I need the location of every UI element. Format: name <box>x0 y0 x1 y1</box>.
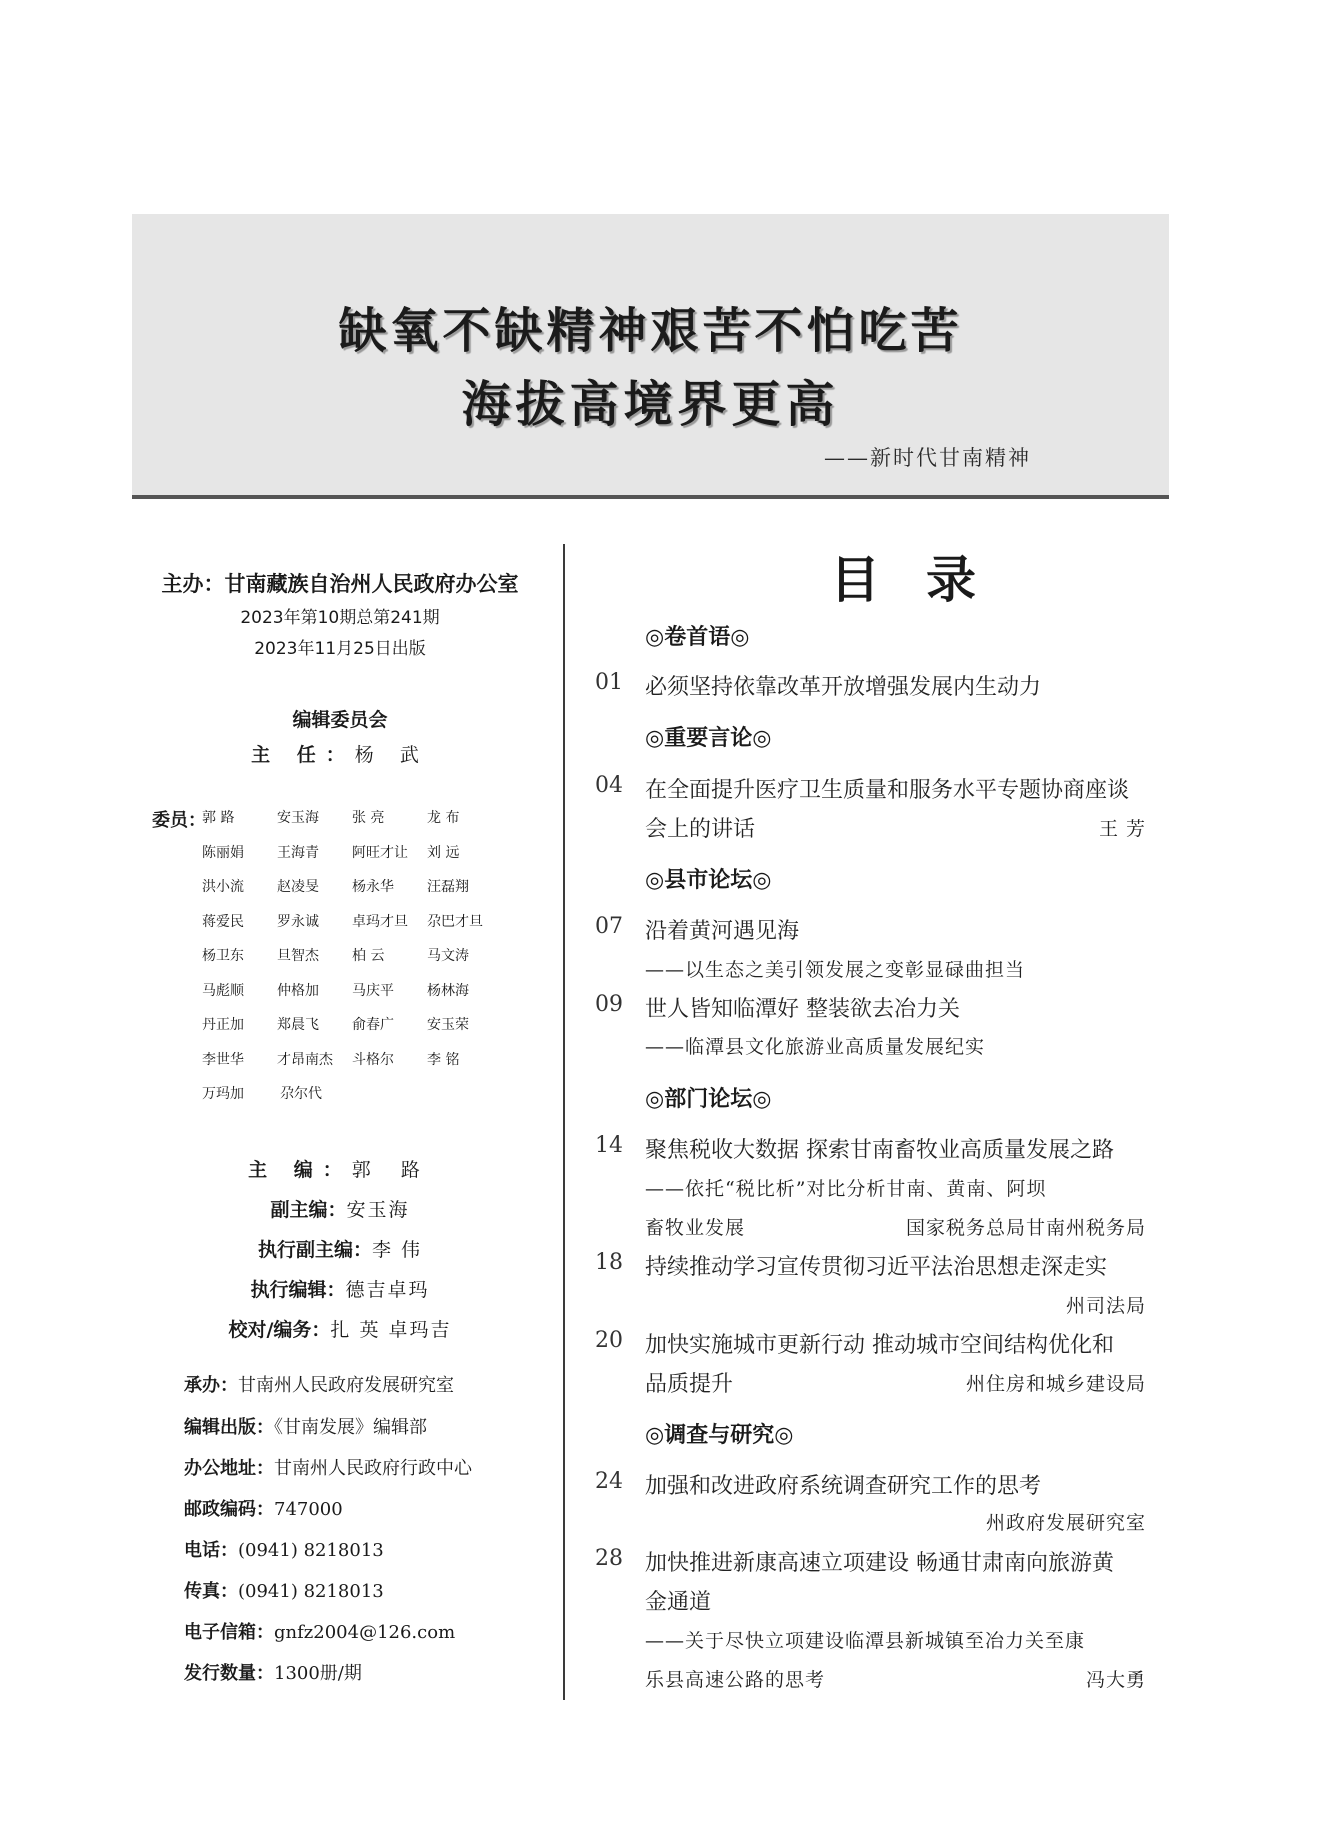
motto-signature: ——新时代甘南精神 <box>824 446 1031 470</box>
member-name: 李世华 <box>202 1051 244 1068</box>
member-name: 尕尔代 <box>280 1086 322 1102</box>
article-author: 王 芳 <box>1098 818 1146 840</box>
address-value: 甘南州人民政府行政中心 <box>274 1458 472 1479</box>
section-heading: ◎调查与研究◎ <box>645 1422 794 1448</box>
column-divider <box>563 544 565 1700</box>
editorial-board-title: 编辑委员会 <box>292 709 388 731</box>
chief-editor <box>140 1155 540 1182</box>
executive-deputy-editor <box>140 1235 540 1262</box>
fax-label: 传真： <box>184 1581 238 1602</box>
executive-editor <box>140 1275 540 1302</box>
circulation <box>184 1659 362 1685</box>
circulation-label: 发行数量： <box>184 1663 274 1684</box>
article-author: 国家税务总局甘南州税务局 <box>905 1217 1146 1239</box>
members-row <box>202 1049 502 1084</box>
director-name: 杨 武 <box>354 744 429 766</box>
members-row <box>202 945 502 980</box>
director-label: 主 任： <box>251 744 355 766</box>
article-title-continued[interactable]: 会上的讲话 <box>645 817 756 842</box>
motto-line-2: 海拔高境界更高 <box>461 375 840 433</box>
publisher-value: 《甘南发展》编辑部 <box>274 1417 427 1438</box>
page-number: 14 <box>595 1133 623 1158</box>
article-title[interactable]: 世人皆知临潭好 整装欲去冶力关 <box>645 997 960 1022</box>
members-row <box>202 876 502 911</box>
article-subtitle: ——临潭县文化旅游业高质量发展纪实 <box>645 1036 986 1058</box>
member-name: 柏 云 <box>352 948 385 964</box>
publisher <box>184 1413 427 1439</box>
article-title[interactable]: 必须坚持依靠改革开放增强发展内生动力 <box>645 675 1042 700</box>
section-heading: ◎卷首语◎ <box>645 624 750 650</box>
fax-value: (0941) 8218013 <box>238 1581 384 1602</box>
members-label: 委员： <box>152 810 206 831</box>
email <box>184 1618 455 1644</box>
member-name: 刘 远 <box>427 844 460 861</box>
members-row <box>202 1014 502 1049</box>
email-value: gnfz2004@126.com <box>274 1622 456 1643</box>
proofreader-name: 扎 英 卓玛吉 <box>330 1319 452 1341</box>
page-number: 20 <box>595 1328 623 1353</box>
member-name: 赵凌旻 <box>277 879 319 895</box>
article-title[interactable]: 加快推进新康高速立项建设 畅通甘肃南向旅游黄 <box>645 1551 1114 1576</box>
member-name: 李 铭 <box>427 1051 460 1068</box>
article-subtitle-continued: 畜牧业发展 <box>645 1217 746 1239</box>
issue-number: 2023年第10期总第241期 <box>240 608 440 628</box>
member-name: 王海青 <box>277 844 319 861</box>
page-number: 24 <box>595 1469 623 1494</box>
page-number: 04 <box>595 773 623 798</box>
motto-line-1: 缺氧不缺精神艰苦不怕吃苦 <box>338 303 963 359</box>
article-subtitle-continued: 乐县高速公路的思考 <box>645 1669 826 1691</box>
deputy-editor-label: 副主编： <box>270 1199 347 1221</box>
member-name: 安玉海 <box>277 810 319 826</box>
member-name: 才昂南杰 <box>277 1051 333 1068</box>
article-author: 冯大勇 <box>1085 1669 1146 1691</box>
member-name: 蒋爱民 <box>202 913 244 930</box>
undertaker-value: 甘南州人民政府发展研究室 <box>238 1375 454 1396</box>
member-name: 卓玛才旦 <box>352 913 408 930</box>
article-title[interactable]: 持续推动学习宣传贯彻习近平法治思想走深走实 <box>645 1255 1108 1280</box>
toc-title: 目录 <box>830 550 1022 609</box>
member-name: 俞春广 <box>352 1017 394 1033</box>
article-title[interactable]: 加强和改进政府系统调查研究工作的思考 <box>645 1474 1042 1499</box>
member-name: 陈丽娟 <box>202 844 244 861</box>
article-title[interactable]: 加快实施城市更新行动 推动城市空间结构优化和 <box>645 1333 1114 1358</box>
address-label: 办公地址： <box>184 1458 274 1479</box>
deputy-editor <box>140 1195 540 1222</box>
executive-editor-name: 德吉卓玛 <box>345 1279 430 1301</box>
board-director <box>140 740 540 767</box>
undertaker <box>184 1371 454 1397</box>
article-title-continued[interactable]: 品质提升 <box>645 1372 734 1397</box>
members-list <box>202 807 502 1118</box>
executive-deputy-editor-name: 李 伟 <box>371 1239 423 1261</box>
members-row <box>202 807 502 842</box>
publisher-label: 编辑出版： <box>184 1417 274 1438</box>
member-name: 郭 路 <box>202 810 235 826</box>
article-title[interactable]: 在全面提升医疗卫生质量和服务水平专题协商座谈 <box>645 778 1130 803</box>
member-name: 马彪顺 <box>202 982 244 999</box>
article-title-continued[interactable]: 金通道 <box>645 1590 712 1615</box>
members-row <box>202 842 502 877</box>
article-author: 州政府发展研究室 <box>985 1512 1146 1534</box>
member-name: 马庆平 <box>352 982 394 999</box>
postcode-label: 邮政编码： <box>184 1499 274 1520</box>
member-name: 杨永华 <box>352 879 394 895</box>
office-address <box>184 1454 472 1480</box>
member-name: 洪小流 <box>202 879 244 895</box>
page-number: 09 <box>595 992 623 1017</box>
chief-editor-label: 主 编： <box>248 1159 352 1181</box>
section-heading: ◎县市论坛◎ <box>645 867 772 893</box>
member-name: 尕巴才旦 <box>427 913 483 930</box>
executive-deputy-editor-label: 执行副主编： <box>257 1239 372 1261</box>
postcode <box>184 1495 343 1521</box>
sponsor: 主办：甘南藏族自治州人民政府办公室 <box>161 572 519 596</box>
deputy-editor-name: 安玉海 <box>346 1199 410 1221</box>
member-name: 郑晨飞 <box>277 1017 319 1033</box>
member-name: 杨林海 <box>427 982 469 999</box>
circulation-value: 1300册/期 <box>274 1663 362 1684</box>
members-row <box>202 1083 502 1118</box>
member-name: 罗永诚 <box>277 913 319 930</box>
article-subtitle: ——以生态之美引领发展之变彰显碌曲担当 <box>645 959 1026 981</box>
article-author: 州司法局 <box>1065 1295 1146 1317</box>
page-number: 07 <box>595 914 623 939</box>
fax <box>184 1577 384 1603</box>
member-name: 安玉荣 <box>427 1017 469 1033</box>
proofreader-label: 校对/编务： <box>228 1319 331 1341</box>
motto-banner <box>132 214 1169 499</box>
proofreader <box>140 1315 540 1342</box>
member-name: 杨卫东 <box>202 948 244 964</box>
member-name: 龙 布 <box>427 810 460 826</box>
chief-editor-name: 郭 路 <box>351 1159 432 1181</box>
article-subtitle: ——依托“税比析”对比分析甘南、黄南、阿坝 <box>645 1178 1047 1200</box>
page-number: 28 <box>595 1546 623 1571</box>
article-title[interactable]: 沿着黄河遇见海 <box>645 919 800 944</box>
member-name: 旦智杰 <box>277 948 319 964</box>
article-title[interactable]: 聚焦税收大数据 探索甘南畜牧业高质量发展之路 <box>645 1138 1114 1163</box>
phone-value: (0941) 8218013 <box>238 1540 384 1561</box>
page-number: 01 <box>595 670 623 695</box>
section-heading: ◎部门论坛◎ <box>645 1086 772 1112</box>
undertaker-label: 承办： <box>184 1375 238 1396</box>
email-label: 电子信箱： <box>184 1622 274 1643</box>
member-name: 汪磊翔 <box>427 879 469 895</box>
section-heading: ◎重要言论◎ <box>645 725 772 751</box>
members-row <box>202 911 502 946</box>
publication-date: 2023年11月25日出版 <box>254 639 426 659</box>
member-name: 仲格加 <box>277 982 319 999</box>
member-name: 丹正加 <box>202 1017 244 1033</box>
member-name: 张 亮 <box>352 810 385 826</box>
article-author: 州住房和城乡建设局 <box>965 1373 1146 1395</box>
member-name: 阿旺才让 <box>352 844 408 861</box>
phone-label: 电话： <box>184 1540 238 1561</box>
postcode-value: 747000 <box>274 1499 343 1520</box>
member-name: 马文涛 <box>427 948 469 964</box>
article-subtitle: ——关于尽快立项建设临潭县新城镇至冶力关至康 <box>645 1630 1086 1652</box>
member-name: 万玛加 <box>202 1086 244 1102</box>
member-name: 斗格尔 <box>352 1051 394 1068</box>
executive-editor-label: 执行编辑： <box>250 1279 346 1301</box>
page-number: 18 <box>595 1250 623 1275</box>
members-row <box>202 980 502 1015</box>
phone <box>184 1536 384 1562</box>
